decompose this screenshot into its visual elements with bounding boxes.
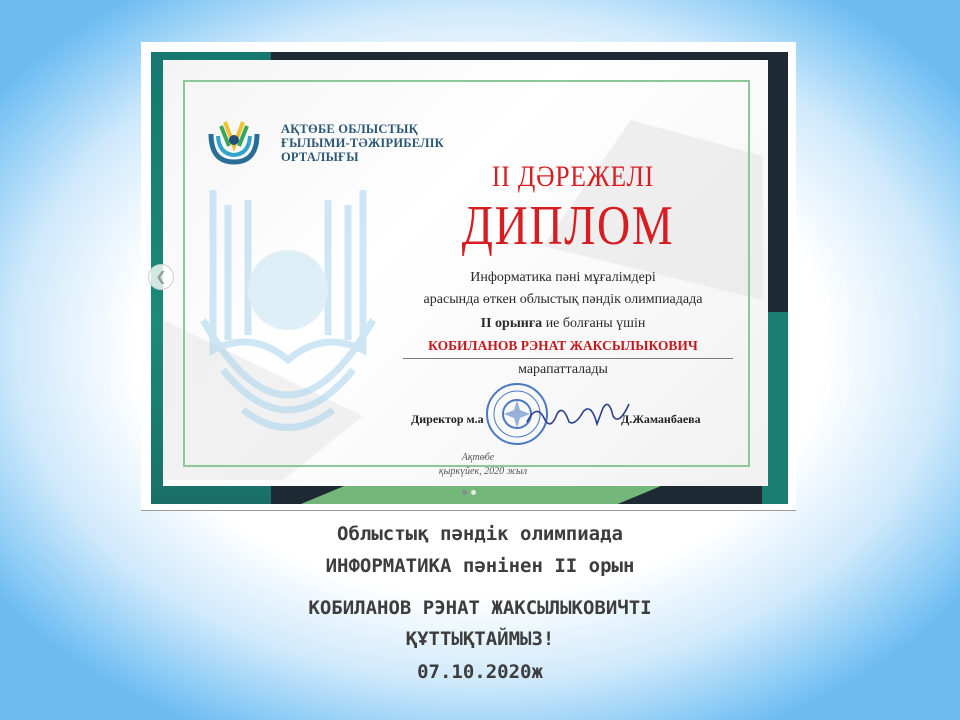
issue-date: қыркүйек, 2020 жыл	[438, 466, 528, 477]
diploma-text-line	[363, 316, 763, 332]
diploma-text-line: арасында өткен облыстық пәндік олимпиадада	[423, 292, 703, 307]
awarded-text: марапатталады	[518, 362, 608, 377]
organization-name-line: АҚТӨБЕ ОБЛЫСТЫҚ	[281, 122, 418, 136]
director-name: Д.Жаманбаева	[621, 412, 701, 426]
caption-line: КОБИЛАНОВ РЭНАТ ЖАКСЫЛЫКОВИЧТІ	[308, 597, 652, 619]
recipient-underline	[403, 358, 733, 359]
diploma-photo	[141, 42, 796, 511]
book-watermark-icon	[193, 170, 383, 460]
caption-line: Облыстық пәндік олимпиада	[337, 523, 623, 545]
frame-green-band	[301, 486, 661, 504]
diploma-degree: II ДӘРЕЖЕЛІ	[491, 160, 655, 193]
chevron-left-icon: ❮	[155, 269, 167, 285]
caption-line: ҚҰТТЫҚТАЙМЫЗ!	[405, 628, 555, 650]
issue-city: Ақтөбе	[461, 452, 495, 463]
carousel-dot[interactable]	[462, 490, 467, 495]
signature-icon	[523, 396, 633, 436]
recipient-name: КОБИЛАНОВ РЭНАТ ЖАКСЫЛЫКОВИЧ	[428, 338, 698, 353]
place-rest-text: ие болғаны үшін	[542, 316, 646, 331]
caption-date: 07.10.2020ж	[417, 661, 543, 683]
organization-name	[281, 122, 481, 164]
carousel-dot-active[interactable]	[471, 490, 476, 495]
caption-line: ИНФОРМАТИКА пәнінен II орын	[325, 555, 635, 577]
carousel-dots	[462, 490, 476, 495]
diploma-text-line: Информатика пәні мұғалімдері	[470, 270, 656, 285]
diploma-frame	[151, 52, 788, 504]
diploma-title: ДИПЛОМ	[461, 195, 675, 257]
organization-name-line: ҒЫЛЫМИ-ТӘЖІРИБЕЛІК	[281, 136, 444, 150]
director-label: Директор м.а	[411, 412, 484, 426]
diploma-paper	[163, 60, 768, 486]
organization-logo-icon	[205, 116, 263, 166]
organization-name-line: ОРТАЛЫҒЫ	[281, 150, 359, 164]
carousel-prev-button[interactable]	[148, 264, 174, 290]
place-text: II орынға	[480, 316, 543, 331]
